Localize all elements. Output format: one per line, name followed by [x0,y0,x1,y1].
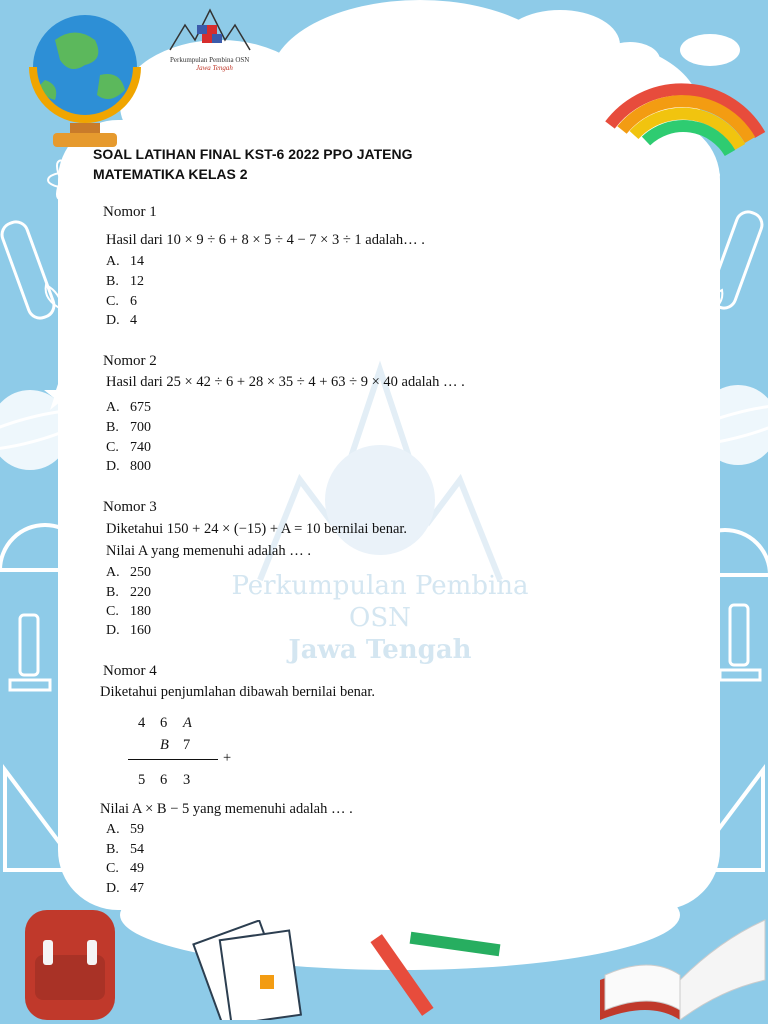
addition-row1-digit2: 6 [160,715,168,731]
option-letter: B. [106,420,119,435]
microscope-icon [5,610,55,700]
question-2-text: Hasil dari 25 × 42 ÷ 6 + 28 × 35 ÷ 4 + 63 ÷ 9 × 40 adalah … . [106,374,465,390]
watermark-line2: Jawa Tengah [288,635,472,665]
option-letter: B. [106,585,119,600]
lightbulb-icon [55,610,95,660]
question-3-option-b[interactable] [106,585,151,601]
watermark-text [200,570,560,666]
question-1-text: Hasil dari 10 × 9 ÷ 6 + 8 × 5 ÷ 4 − 7 × 3 ÷ 1 adalah… . [106,232,425,248]
pencil-icon-green [405,930,505,960]
question-1-option-c[interactable] [106,294,137,310]
book-icon [590,880,768,1020]
ruler-triangle-icon [0,760,90,880]
option-letter: A. [106,400,120,415]
question-4-option-b[interactable] [106,842,144,858]
option-letter: D. [106,881,120,896]
ruler-triangle-icon-right [678,760,768,880]
addition-result-digit2: 6 [160,772,168,788]
lightbulb-icon-right [672,600,712,650]
option-letter: B. [106,842,119,857]
option-letter: D. [106,459,120,474]
question-4-option-d[interactable] [106,881,144,897]
question-1-option-a[interactable] [106,254,144,270]
question-2-option-d[interactable] [106,459,151,475]
question-3-label: Nomor 3 [103,499,157,515]
option-value: 47 [130,881,144,896]
addition-line [128,759,218,760]
leaf-icon-right [680,275,730,345]
question-2-label: Nomor 2 [103,353,157,369]
microscope-icon-right [715,600,765,690]
page-title: SOAL LATIHAN FINAL KST-6 2022 PPO JATENG [93,146,413,162]
question-1-option-b[interactable] [106,274,144,290]
protractor-icon-right [680,505,768,585]
question-2-option-b[interactable] [106,420,151,436]
addition-operator: + [223,750,232,766]
atom-icon-right [672,150,722,200]
option-value: 160 [130,623,151,638]
option-value: 220 [130,585,151,600]
option-value: 180 [130,604,151,619]
option-value: 59 [130,822,144,837]
leaf-icon [38,280,88,350]
option-value: 4 [130,313,137,328]
page-subtitle: MATEMATIKA KELAS 2 [93,166,248,182]
option-letter: D. [106,623,120,638]
question-4-text: Diketahui penjumlahan dibawah bernilai benar. [100,684,376,700]
option-letter: A. [106,822,120,837]
question-4-label: Nomor 4 [103,663,157,679]
addition-row2-digit2: B [160,737,169,753]
option-letter: A. [106,254,120,269]
option-letter: C. [106,440,119,455]
option-value: 54 [130,842,144,857]
watermark-line1: Perkumpulan Pembina OSN [231,571,529,633]
option-value: 740 [130,440,151,455]
globe-icon [15,5,155,155]
papers-icon [190,920,310,1020]
addition-result-digit1: 5 [138,772,146,788]
question-3-option-a[interactable] [106,565,151,581]
logo-org-name: Perkumpulan Pembina OSN [170,56,250,64]
question-4-option-a[interactable] [106,822,144,838]
question-1-option-d[interactable] [106,313,137,329]
option-letter: B. [106,274,119,289]
option-letter: C. [106,861,119,876]
option-value: 800 [130,459,151,474]
logo-org-region: Jawa Tengah [196,64,233,72]
option-letter: C. [106,294,119,309]
question-3-option-d[interactable] [106,623,151,639]
atom-icon [45,155,95,205]
option-letter: C. [106,604,119,619]
option-value: 250 [130,565,151,580]
protractor-icon [0,500,90,580]
question-4-option-c[interactable] [106,861,144,877]
question-2-option-c[interactable] [106,440,151,456]
addition-row1-digit1: 4 [138,715,146,731]
question-3-option-c[interactable] [106,604,151,620]
question-3-text: Diketahui 150 + 24 × (−15) + A = 10 bernilai benar. [106,521,408,537]
question-3-text-line2: Nilai A yang memenuhi adalah … . [106,543,311,559]
question-1-label: Nomor 1 [103,204,157,220]
planet-icon-right [668,365,768,475]
option-value: 14 [130,254,144,269]
option-value: 49 [130,861,144,876]
planet-icon [0,370,90,480]
addition-row2-digit3: 7 [183,737,191,753]
option-letter: D. [106,313,120,328]
backpack-icon [15,900,125,1020]
question-2-option-a[interactable] [106,400,151,416]
option-value: 12 [130,274,144,289]
osn-logo-icon [165,5,255,55]
question-4-text-line2: Nilai A × B − 5 yang memenuhi adalah … . [100,801,353,817]
option-value: 6 [130,294,137,309]
option-value: 700 [130,420,151,435]
option-letter: A. [106,565,120,580]
addition-row1-digit3: A [183,715,192,731]
option-value: 675 [130,400,151,415]
addition-result-digit3: 3 [183,772,191,788]
